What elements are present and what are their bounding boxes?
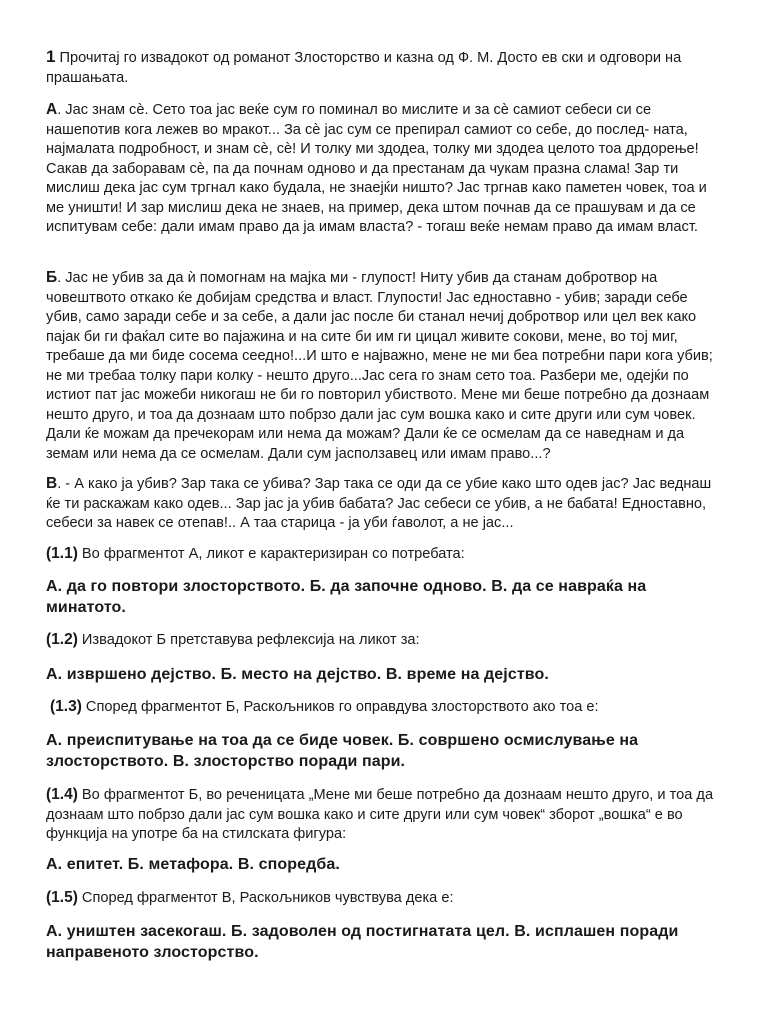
- task-number: 1: [46, 47, 56, 66]
- option-text: злосторство поради пари.: [189, 753, 406, 770]
- option-text: задоволен од постигнатата цел.: [247, 923, 515, 940]
- option-text: метафора.: [143, 856, 238, 873]
- option-letter: Б.: [127, 856, 144, 873]
- fragment-text: . Јас знам сѐ. Сето тоа јас веќе сум го поминал во мислите и за сѐ самиот себеси си се нашепотив кога лежев во мракот... За сѐ јас сум се препирал самиот со себе, до послед- ната, најмалата подробност, и знам сѐ, сѐ! И толку ми здодеа, толку ми здодеа целото тоа дрдорење! Сакав да заборавам сѐ, па да почнам одново и да престанам да чукам празна слама! Зар ти мислиш дека јас сум тргнал како будала, не знаејќи ништо? Јас тргнав како паметен човек, тоа и ме уништи! И зар мислиш дека не знаев, на пример, дека штом почнав да се прашувам и да се испитувам себе: дали имам право да ја имам власта? - тогаш веќе немам право да имам власт.: [46, 102, 707, 235]
- option-text: исплашен поради направеното злосторство.: [46, 923, 679, 961]
- fragment-v: [46, 474, 722, 534]
- question-1-5: [46, 888, 722, 909]
- option-text: време на дејство.: [402, 666, 549, 683]
- option-text: епитет.: [62, 856, 128, 873]
- intro-paragraph: [46, 47, 722, 88]
- option-text: да започне одново.: [325, 578, 492, 595]
- option-letter: В.: [172, 753, 190, 770]
- option-text: место на дејство.: [236, 666, 386, 683]
- answers-1-2: [46, 664, 722, 685]
- option-letter: Б.: [397, 732, 415, 749]
- fragment-label: Б: [46, 269, 58, 286]
- option-text: да го повтори злосторството.: [62, 578, 310, 595]
- question-text: Извадокот Б претставува рефлексија на ликот за:: [77, 632, 420, 648]
- question-number: (1.5): [46, 889, 78, 906]
- question-1-4: [46, 785, 722, 845]
- question-number: (1.1): [46, 545, 78, 562]
- question-number: (1.4): [46, 786, 78, 803]
- option-letter: А.: [46, 923, 63, 940]
- option-letter: А.: [46, 666, 63, 683]
- option-text: совршено осмислување на злосторството.: [46, 732, 639, 770]
- option-letter: Б.: [309, 578, 326, 595]
- option-letter: А.: [46, 578, 63, 595]
- question-number: (1.2): [46, 631, 78, 648]
- option-text: уништен засекогаш.: [62, 923, 232, 940]
- option-letter: В.: [514, 923, 531, 940]
- answers-1-1: [46, 576, 722, 618]
- fragment-label: А: [46, 101, 58, 118]
- intro-text: Прочитај го извадокот од романот Злосторство и казна од Ф. М. Досто ев ски и одговори на прашањата.: [46, 50, 682, 86]
- option-text: преиспитување на тоа да се биде човек.: [62, 732, 398, 749]
- answers-1-3: [46, 730, 722, 772]
- question-1-2: [46, 630, 722, 651]
- option-letter: В.: [385, 666, 403, 683]
- option-text: да се навраќа на минатото.: [46, 578, 647, 616]
- question-text: Во фрагментот А, ликот е карактеризиран со потребата:: [77, 546, 465, 562]
- option-letter: Б.: [220, 666, 237, 683]
- question-1-3: [50, 697, 726, 718]
- fragment-a: [46, 100, 722, 238]
- fragment-label: В: [46, 475, 58, 492]
- fragment-text: . Јас не убив за да ѝ помогнам на мајка ми - глупост! Ниту убив да станам добротвор на човештвото откако ќе добијам средства и власт. Глупости! Јас едноставно - убив; заради себе убив, само заради себе и за себе, а дали јас после би станал нечиј добротвор или цел век како пајак би ги фаќал сите во пајажина и на сите би им ги цицал живите сокови, мене, во тој миг, требаше да ми биде сосема сеедно!...И што е најважно, мене не ми беа потребни пари кога убив; не ми требаа толку пари колку - нешто друго...Јас сега го знам сето тоа. Разбери ме, одејќи по истиот пат јас можеби никогаш не би го повторил убиството. Мене ми беше потребно да дознаам нешто друго, и тоа да дознаам што побрзо дали јас сум вошка како и сите други или сум човек. Дали ќе можам да пречекорам или нема да можам? Дали ќе се осмелам да се наведнам и да земам или нема да се осмелам. Дали сум јасползавец или имам право...?: [46, 270, 713, 462]
- fragment-text: . - А како ја убив? Зар така се убива? Зар така се оди да се убие како што одев јас? Јас веднаш ќе ти раскажам како одев... Зар јас ја убив бабата? Јас себеси се убив, а не бабата! Едноставно, себеси за навек се отепав!.. А таа старица - ја уби ѓаволот, а не јас...: [46, 476, 712, 531]
- question-text: Според фрагментот Б, Раскољников го оправдува злосторството ако тоа е:: [81, 699, 599, 715]
- fragment-b: [46, 268, 722, 464]
- question-text: Според фрагментот В, Раскољников чувствува дека е:: [77, 890, 454, 906]
- answers-1-5: [46, 921, 722, 963]
- question-number: (1.3): [50, 698, 82, 715]
- question-1-1: [46, 544, 722, 565]
- option-letter: А.: [46, 856, 63, 873]
- option-letter: В.: [237, 856, 255, 873]
- option-letter: А.: [46, 732, 63, 749]
- option-letter: В.: [491, 578, 508, 595]
- option-letter: Б.: [231, 923, 248, 940]
- option-text: извршено дејство.: [62, 666, 221, 683]
- question-text: Во фрагментот Б, во реченицата „Мене ми беше потребно да дознаам нешто друго, и тоа да дознаам што побрзо дали јас сум вошка како и сите други или сум човек“ зборот „вошка“ е во функција на употре ба на стилската фигура:: [46, 787, 714, 842]
- option-text: споредба.: [254, 856, 340, 873]
- answers-1-4: [46, 854, 722, 875]
